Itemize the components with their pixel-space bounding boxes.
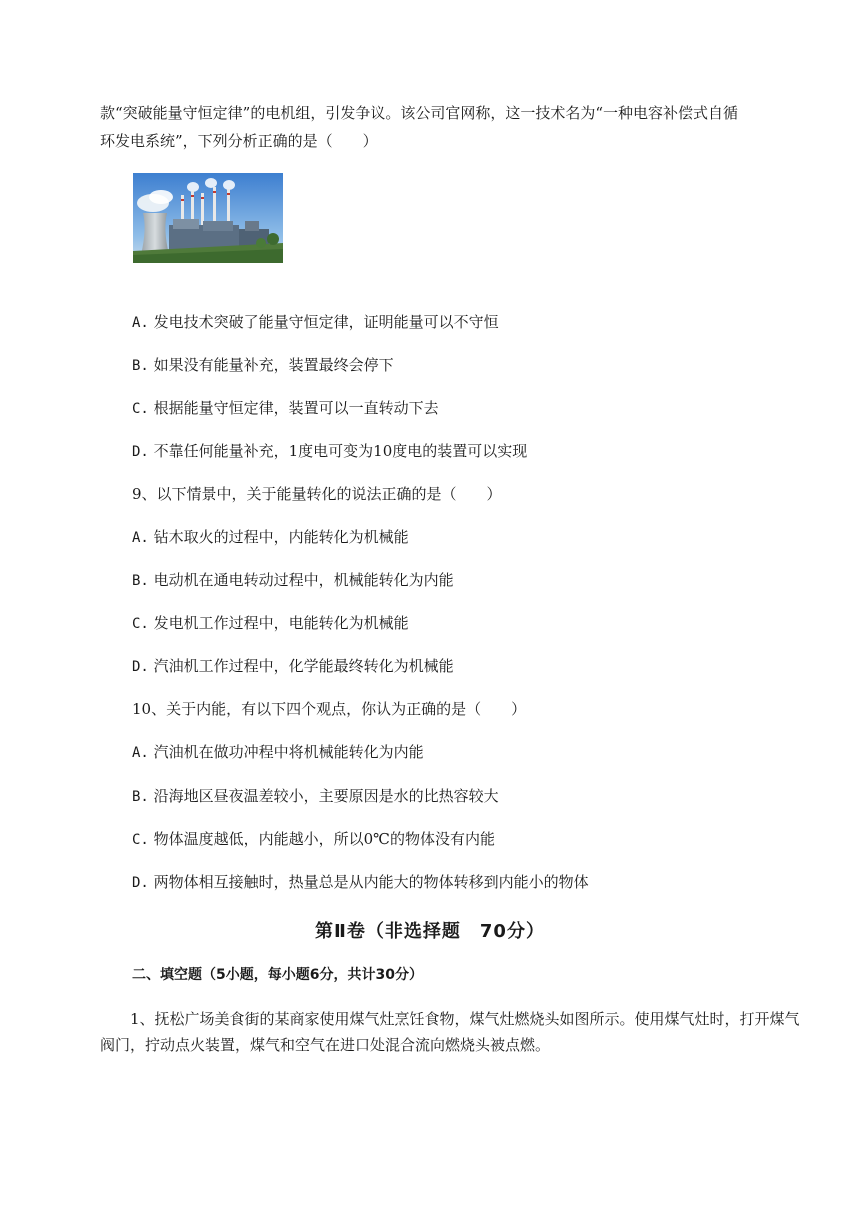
- question-10-option-c: [132, 829, 495, 850]
- question-10-option-d: [132, 872, 589, 893]
- option-text: 两物体相互接触时，热量总是从内能大的物体转移到内能小的物体: [153, 873, 589, 891]
- option-text: 汽油机在做功冲程中将机械能转化为内能: [153, 743, 424, 761]
- question-8-option-c: [132, 398, 439, 419]
- fill-question-1: 1、抚松广场美食街的某商家使用煤气灶烹饪食物，煤气灶燃烧头如图所示。使用煤气灶时，打开煤气阀门，拧动点火装置，煤气和空气在进口处混合流向燃烧头被点燃。: [100, 1010, 800, 1054]
- option-letter: C.: [132, 616, 149, 632]
- option-text: 物体温度越低，内能越小，所以0℃的物体没有内能: [153, 830, 495, 848]
- option-letter: D.: [132, 659, 149, 675]
- question-8-option-b: [132, 355, 394, 376]
- option-text: 钻木取火的过程中，内能转化为机械能: [153, 528, 409, 546]
- option-letter: D.: [132, 875, 149, 891]
- question-9-option-d: [132, 656, 454, 677]
- option-text: 发电技术突破了能量守恒定律，证明能量可以不守恒: [153, 313, 499, 331]
- question-10-option-a: [132, 742, 424, 763]
- question-9-option-c: [132, 613, 409, 634]
- option-text: 如果没有能量补充，装置最终会停下: [153, 356, 394, 374]
- power-plant-image: [133, 173, 283, 263]
- question-9-stem: 9、以下情景中，关于能量转化的说法正确的是（ ）: [132, 485, 502, 503]
- section-title: 第Ⅱ卷（非选择题 70分）: [315, 921, 545, 942]
- power-plant-photo: [133, 173, 283, 263]
- option-letter: B.: [132, 358, 149, 374]
- question-8-stem-line-1: 款“突破能量守恒定律”的电机组，引发争议。该公司官网称，这一技术名为“一种电容补偿式自循: [100, 104, 739, 122]
- option-text: 汽油机工作过程中，化学能最终转化为机械能: [153, 657, 454, 675]
- option-letter: C.: [132, 832, 149, 848]
- option-letter: C.: [132, 401, 149, 417]
- question-9-option-a: [132, 527, 409, 548]
- option-letter: D.: [132, 444, 149, 460]
- option-text: 发电机工作过程中，电能转化为机械能: [153, 614, 409, 632]
- option-letter: B.: [132, 573, 149, 589]
- option-text: 不靠任何能量补充，1度电可变为10度电的装置可以实现: [153, 442, 528, 460]
- question-9-option-b: [132, 570, 454, 591]
- option-letter: A.: [132, 745, 149, 761]
- question-10-stem: 10、关于内能，有以下四个观点，你认为正确的是（ ）: [132, 700, 527, 718]
- question-8-stem-line-2: 环发电系统”，下列分析正确的是（ ）: [100, 132, 378, 150]
- subsection-heading: 二、填空题（5小题，每小题6分，共计30分）: [132, 967, 423, 983]
- option-text: 沿海地区昼夜温差较小，主要原因是水的比热容较大: [153, 787, 499, 805]
- option-letter: B.: [132, 789, 149, 805]
- question-8-option-d: [132, 441, 527, 462]
- question-8-option-a: [132, 312, 499, 333]
- option-text: 电动机在通电转动过程中，机械能转化为内能: [153, 571, 454, 589]
- option-letter: A.: [132, 315, 149, 331]
- option-letter: A.: [132, 530, 149, 546]
- question-10-option-b: [132, 786, 499, 807]
- option-text: 根据能量守恒定律，装置可以一直转动下去: [153, 399, 439, 417]
